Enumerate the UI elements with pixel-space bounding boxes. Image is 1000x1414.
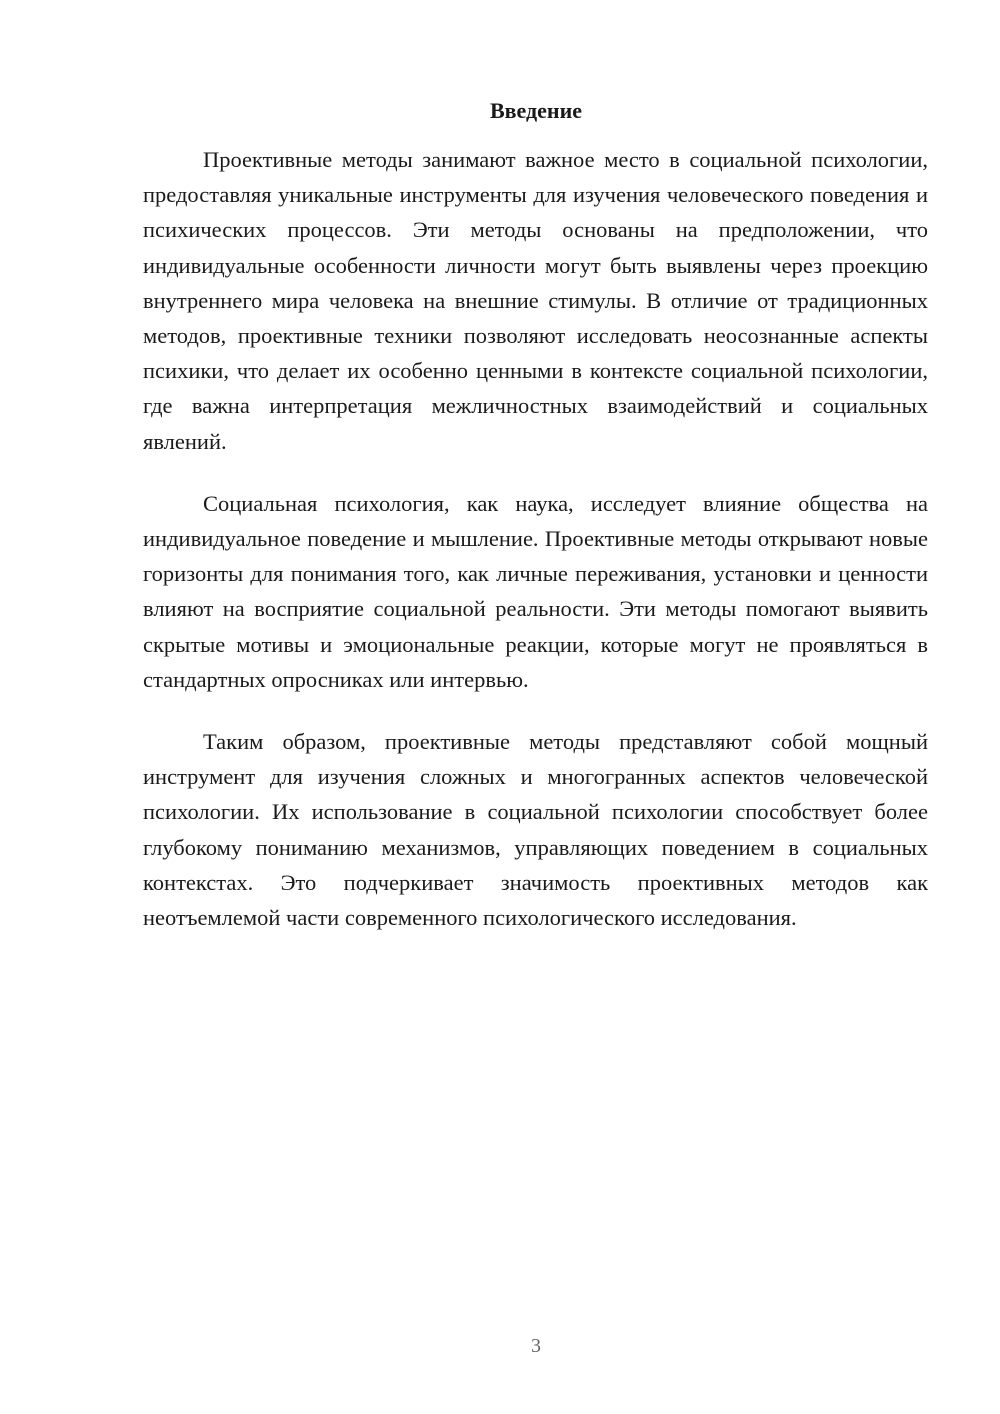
page-number: 3 <box>531 1335 541 1357</box>
paragraph-1: Проективные методы занимают важное место в социальной психологии, предоставляя уникальные инструменты для изучения человеческого поведения и психических процессов. Эти методы основаны на предположении, что индивидуальные особенности личности могут быть выявлены через проекцию внутреннего мира человека на внешние стимулы. В отличие от традиционных методов, проективные техники позволяют исследовать неосознанные аспекты психики, что делает их особенно ценными в контексте социальной психологии, где важна интерпретация межличностных взаимодействий и социальных явлений. <box>143 147 928 454</box>
paragraph-2: Социальная психология, как наука, исследует влияние общества на индивидуальное поведение и мышление. Проективные методы открывают новые горизонты для понимания того, как личные переживания, установки и ценности влияют на восприятие социальной реальности. Эти методы помогают выявить скрытые мотивы и эмоциональные реакции, которые могут не проявляться в стандартных опросниках или интервью. <box>143 490 928 692</box>
body-text <box>143 142 928 962</box>
paragraph-3: Таким образом, проективные методы представляют собой мощный инструмент для изучения сложных и многогранных аспектов человеческой психологии. Их использование в социальной психологии способствует более глубокому пониманию механизмов, управляющих поведением в социальных контекстах. Это подчеркивает значимость проективных методов как неотъемлемой части современного психологического исследования. <box>143 729 928 931</box>
section-heading: Введение <box>489 98 583 123</box>
